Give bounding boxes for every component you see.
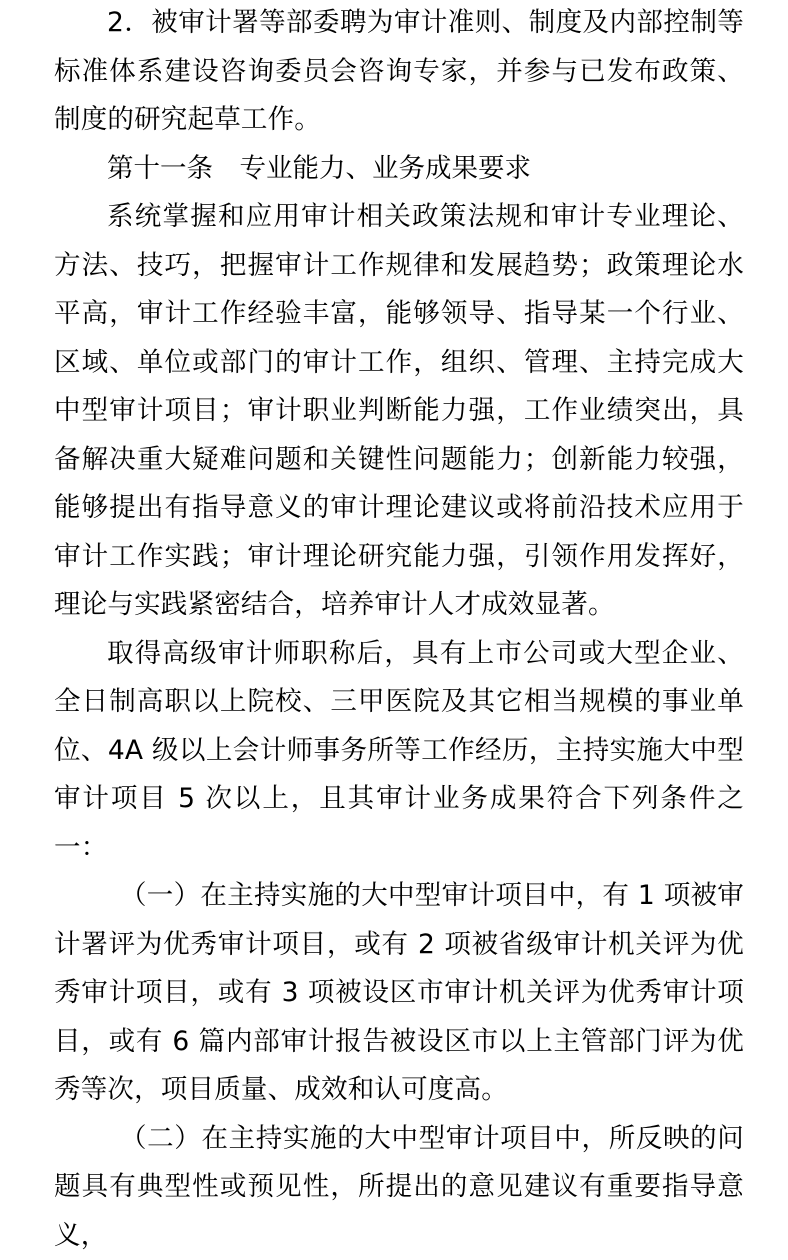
- paragraph-ability-requirements: 系统掌握和应用审计相关政策法规和审计专业理论、方法、技巧，把握审计工作规律和发展趋势；政策理论水平高，审计工作经验丰富，能够领导、指导某一个行业、区域、单位或部门的审计工作，组织、管理、主持完成大中型审计项目；审计职业判断能力强，工作业绩突出，具备解决重大疑难问题和关键性问题能力；创新能力较强，能够提出有指导意义的审计理论建议或将前沿技术应用于审计工作实践；审计理论研究能力强，引领作用发挥好，理论与实践紧密结合，培养审计人才成效显著。: [54, 193, 744, 630]
- condition-2: （二）在主持实施的大中型审计项目中，所反映的问题具有典型性或预见性，所提出的意见建议有重要指导意义，: [54, 1115, 744, 1260]
- document-page: [54, 0, 744, 1260]
- paragraph-expert-appointment: 2．被审计署等部委聘为审计准则、制度及内部控制等标准体系建设咨询委员会咨询专家，并参与已发布政策、制度的研究起草工作。: [54, 0, 744, 145]
- article-11-heading: 第十一条 专业能力、业务成果要求: [54, 145, 744, 194]
- paragraph-achievement-intro: 取得高级审计师职称后，具有上市公司或大型企业、全日制高职以上院校、三甲医院及其它相当规模的事业单位、4A 级以上会计师事务所等工作经历，主持实施大中型审计项目 5 次以上，且其审计业务成果符合下列条件之一：: [54, 630, 744, 873]
- condition-1: （一）在主持实施的大中型审计项目中，有 1 项被审计署评为优秀审计项目，或有 2 项被省级审计机关评为优秀审计项目，或有 3 项被设区市审计机关评为优秀审计项目，或有 6 篇内部审计报告被设区市以上主管部门评为优秀等次，项目质量、成效和认可度高。: [54, 872, 744, 1115]
